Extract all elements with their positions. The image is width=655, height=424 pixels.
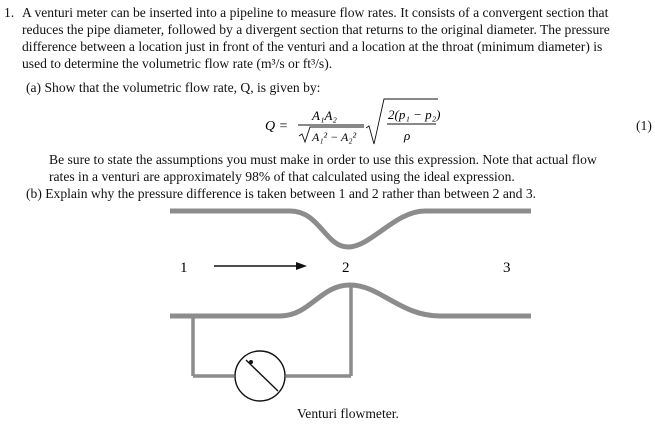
part-b-prompt: (b) Explain why the pressure difference is taken between 1 and 2 rather than between 2 and 3.	[26, 186, 537, 201]
equation-lhs: Q =	[265, 119, 289, 134]
figure-caption: Venturi flowmeter.	[297, 406, 399, 421]
assumptions-line-1: Be sure to state the assumptions you must make in order to use this expression. Note that actual flow	[49, 152, 597, 167]
root-numerator: 2(p₁ − p₂)	[388, 107, 441, 122]
equation-number: (1)	[636, 118, 652, 133]
equation-numerator: A₁A₂	[312, 108, 337, 123]
station-label-3: 3	[503, 260, 511, 276]
pipe-top-wall	[170, 211, 531, 247]
gauge-pivot	[249, 360, 253, 364]
assumptions-line-2: rates in a venturi are approximately 98% of that calculated using the ideal expression.	[49, 169, 515, 184]
intro-line-3: difference between a location just in front of the venturi and a location at the throat (minimum diameter) is	[22, 39, 603, 54]
intro-line-1: A venturi meter can be inserted into a pipeline to measure flow rates. It consists of a convergent section that	[22, 5, 609, 20]
problem-number: 1.	[4, 5, 15, 20]
part-a-prompt: (a) Show that the volumetric flow rate, Q, is given by:	[26, 80, 321, 95]
station-label-1: 1	[180, 260, 188, 276]
equation-denominator: A₁² − A₂²	[312, 130, 357, 144]
flow-arrow-head	[296, 262, 307, 270]
root-denominator: ρ	[404, 128, 411, 143]
station-label-2: 2	[342, 260, 350, 276]
intro-line-2: reduces the pipe diameter, followed by a divergent section that returns to the original diameter. The pressure	[22, 22, 610, 37]
pressure-gauge	[235, 351, 285, 401]
intro-line-4: used to determine the volumetric flow rate (m³/s or ft³/s).	[22, 56, 333, 71]
